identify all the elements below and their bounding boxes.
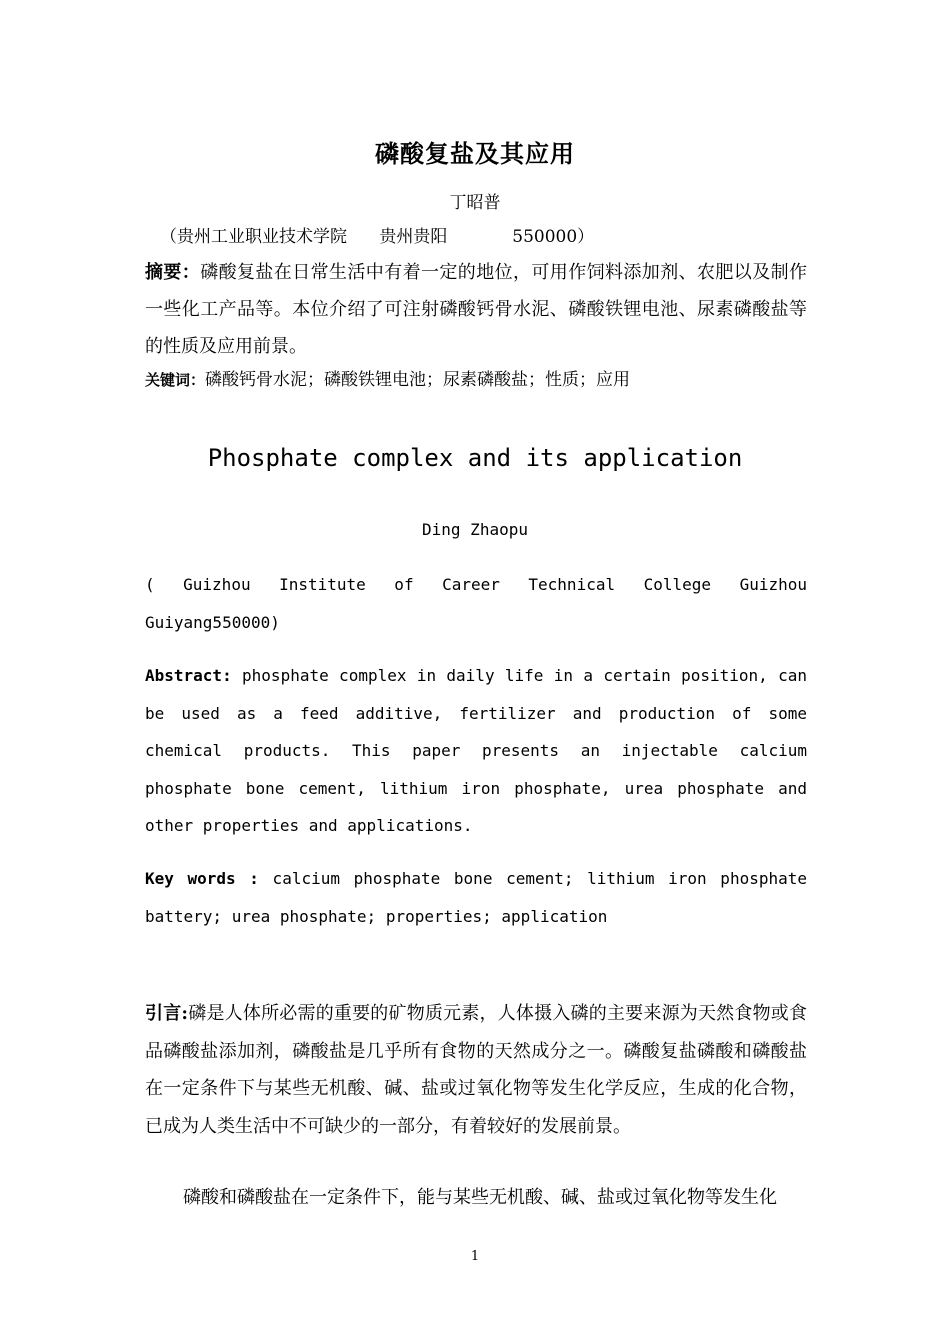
body-paragraph: 磷酸和磷酸盐在一定条件下，能与某些无机酸、碱、盐或过氧化物等发生化 bbox=[183, 1187, 777, 1208]
english-affiliation: ( Guizhou Institute of Career Technical College Guizhou Guiyang550000) bbox=[145, 575, 807, 632]
chinese-abstract bbox=[145, 254, 807, 365]
introduction-label: 引言: bbox=[145, 1003, 189, 1024]
english-abstract bbox=[145, 657, 807, 845]
chinese-keywords-text: 磷酸钙骨水泥；磷酸铁锂电池；尿素磷酸盐；性质；应用 bbox=[205, 370, 631, 390]
chinese-affiliation: （贵州工业职业技术学院 贵州贵阳 550000） bbox=[160, 227, 595, 247]
english-keywords-text: calcium phosphate bone cement; lithium iron phosphate battery; urea phosphate; properties; application bbox=[145, 869, 807, 926]
introduction-text: 磷是人体所必需的重要的矿物质元素，人体摄入磷的主要来源为天然食物或食品磷酸盐添加剂，磷酸盐是几乎所有食物的天然成分之一。磷酸复盐磷酸和磷酸盐在一定条件下与某些无机酸、碱、盐或过氧化物等发生化学反应，生成的化合物，已成为人类生活中不可缺少的一部分，有着较好的发展前景。 bbox=[145, 1003, 807, 1137]
chinese-author: 丁昭普 bbox=[449, 193, 501, 213]
english-abstract-label: Abstract: bbox=[145, 666, 232, 685]
chinese-keywords-label: 关键词： bbox=[145, 371, 206, 389]
chinese-title: 磷酸复盐及其应用 bbox=[375, 139, 575, 168]
english-author: Ding Zhaopu bbox=[422, 520, 528, 539]
chinese-abstract-label: 摘要： bbox=[145, 262, 201, 283]
english-keywords-label: Key words : bbox=[145, 869, 259, 888]
english-title: Phosphate complex and its application bbox=[207, 444, 743, 472]
page-number: 1 bbox=[470, 1249, 480, 1264]
english-abstract-text: phosphate complex in daily life in a certain position, can be used as a feed additive, fertilizer and production of some chemical products. This paper presents an injectable calcium phosphate bone cement, lithium iron phosphate, urea phosphate and other properties and applications. bbox=[145, 666, 807, 835]
introduction-paragraph bbox=[145, 995, 807, 1145]
chinese-keywords bbox=[145, 362, 807, 399]
chinese-abstract-text: 磷酸复盐在日常生活中有着一定的地位，可用作饲料添加剂、农肥以及制作一些化工产品等。本位介绍了可注射磷酸钙骨水泥、磷酸铁锂电池、尿素磷酸盐等的性质及应用前景。 bbox=[145, 262, 807, 357]
english-keywords bbox=[145, 860, 807, 935]
